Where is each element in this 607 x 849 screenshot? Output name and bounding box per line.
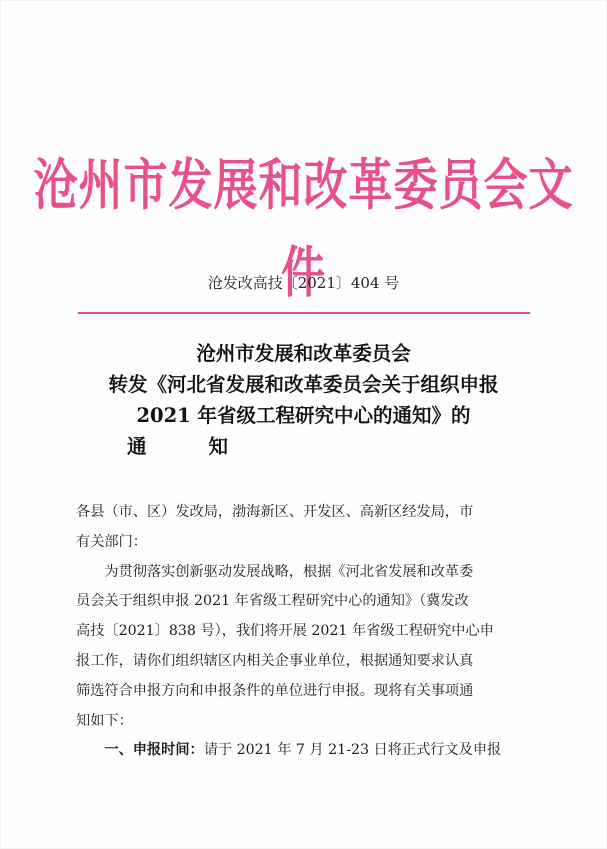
- addressee-line-2: 有关部门：: [76, 533, 147, 550]
- paragraph-1-line-6: 知如下：: [76, 712, 133, 729]
- item-1-text: 请于 2021 年 7 月 21-23 日将正式行文及申报: [203, 742, 502, 759]
- paragraph-1-line-4: 报工作，请你们组织辖区内相关企事业单位，根据通知要求认真: [76, 652, 474, 669]
- item-1: [76, 736, 536, 766]
- document-header-title: 沧州市发展和改革委员会文件: [33, 153, 574, 305]
- addressee-line-1: 各县（市、区）发改局，渤海新区、开发区、高新区经发局，市: [76, 504, 474, 520]
- subject-line-2: 转发《河北省发展和改革委员会关于组织申报: [108, 373, 499, 396]
- document-number: 沧发改高技〔2021〕404 号: [207, 274, 400, 292]
- red-divider-rule: [78, 312, 530, 314]
- document-subject: [40, 338, 567, 462]
- document-body: [76, 498, 536, 766]
- subject-line-4: 通知: [126, 435, 290, 458]
- paragraph-1-line-3: 高技〔2021〕838 号），我们将开展 2021 年省级工程研究中心申: [76, 623, 494, 640]
- paragraph-1-line-2: 员会关于组织申报 2021 年省级工程研究中心的通知》（冀发改: [76, 593, 469, 610]
- paragraph-1-line-1: 为贯彻落实创新驱动发展战略，根据《河北省发展和改革委: [104, 563, 474, 580]
- item-1-label: 一、申报时间：: [104, 742, 204, 759]
- subject-line-3: 2021 年省级工程研究中心的通知》的: [136, 404, 471, 427]
- paragraph-1-line-5: 筛选符合申报方向和申报条件的单位进行申报。现将有关事项通: [76, 682, 474, 699]
- subject-line-1: 沧州市发展和改革委员会: [196, 342, 411, 365]
